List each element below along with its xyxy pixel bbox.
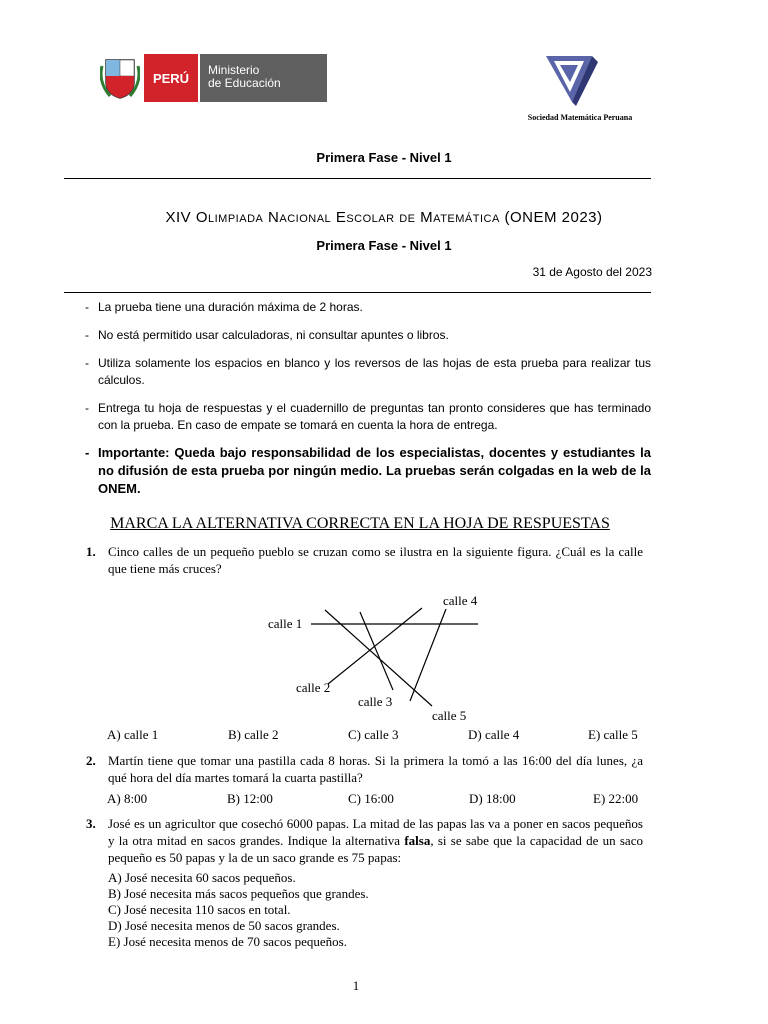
label-calle-1: calle 1 [268,616,303,631]
option-b: B) José necesita más sacos pequeños que grandes. [108,886,369,901]
exam-title-suffix: (ONEM 2023) [499,209,603,226]
option-e: E) 22:00 [593,791,639,806]
ministry-line-2: de Educación [208,76,281,90]
question-text [108,815,643,866]
instruction-item: - No está permitido usar calculadoras, ni consultar apuntes o libros. [85,327,651,344]
smp-logo-icon [540,48,600,108]
question-text: Martín tiene que tomar una pastilla cada 8 horas. Si la primera la tomó a las 16:00 del día lunes, ¿a qué hora del día martes tomará la cuarta pastilla? [108,753,643,785]
label-calle-4: calle 4 [443,593,478,608]
instruction-text: No está permitido usar calculadoras, ni consultar apuntes o libros. [98,328,449,342]
question-number: 2. [86,753,96,768]
instruction-item: - Entrega tu hoja de respuestas y el cuadernillo de preguntas tan pronto consideres que has terminado con la prueba. En caso de empate se tomará en cuenta la hora de entrega. [85,401,651,432]
peru-coat-of-arms-icon [100,56,140,100]
minedu-logo [100,54,327,102]
option-c: C) calle 3 [348,727,399,742]
streets-figure [260,588,500,728]
exam-title-prefix: XIV [165,209,196,226]
label-calle-5: calle 5 [432,708,467,723]
divider [64,178,651,179]
instruction-text: Entrega tu hoja de respuestas y el cuadernillo de preguntas tan pronto consideres que has terminado con la prueba. En caso de empate se tomará en cuenta la hora de entrega. [98,401,651,432]
option-d: D) José necesita menos de 50 sacos grandes. [108,918,340,933]
peru-label: PERÚ [144,54,198,102]
question-text-emphasis: falsa [404,833,431,848]
question-text: Cinco calles de un pequeño pueblo se cruzan como se ilustra en la siguiente figura. ¿Cuál es la calle que tiene más cruces? [108,544,643,576]
instruction-item: - Utiliza solamente los espacios en blanco y los reversos de las hojas de esta prueba para realizar tus cálculos. [85,356,651,387]
option-a: A) 8:00 [107,791,148,806]
option-d: D) 18:00 [469,791,516,806]
instruction-text: La prueba tiene una duración máxima de 2 horas. [98,300,363,314]
label-calle-3: calle 3 [358,694,393,709]
option-d: D) calle 4 [468,727,520,742]
exam-phase: Primera Fase - Nivel 1 [316,238,452,253]
page-number: 1 [352,978,360,993]
exam-title [0,209,768,226]
instruction-item-important: - Importante: Queda bajo responsabilidad de los especialistas, docentes y estudiantes la no difusión de esta prueba por ningún medio. La pruebas serán colgadas en la web de la ONEM. [85,445,651,496]
instruction-item: - La prueba tiene una duración máxima de 2 horas. [85,299,651,316]
exam-title-name: Olimpiada Nacional Escolar de Matemática [195,209,500,226]
society-name: Sociedad Matemática Peruana [527,113,633,122]
label-calle-2: calle 2 [296,680,331,695]
option-e: E) José necesita menos de 70 sacos pequeños. [108,934,347,949]
option-b: B) calle 2 [228,727,279,742]
instruction-text: Importante: Queda bajo responsabilidad de los especialistas, docentes y estudiantes la no difusión de esta prueba por ningún medio. La pruebas serán colgadas en la web de la ONEM. [98,445,651,496]
exam-date: 31 de Agosto del 2023 [532,265,652,279]
question-text-part: , si se sabe que la capacidad de un saco pequeño es 50 papas y la de un saco grande es 75 papas: [108,833,643,865]
option-e: E) calle 5 [588,727,638,742]
divider [64,292,651,293]
option-c: C) 16:00 [348,791,394,806]
option-c: C) José necesita 110 sacos en total. [108,902,291,917]
option-b: B) 12:00 [227,791,273,806]
instruction-text: Utiliza solamente los espacios en blanco y los reversos de las hojas de esta prueba para realizar tus cálculos. [98,356,651,387]
top-title: Primera Fase - Nivel 1 [316,150,452,165]
ministry-label [200,54,327,102]
option-a: A) José necesita 60 sacos pequeños. [108,870,296,885]
section-heading: MARCA LA ALTERNATIVA CORRECTA EN LA HOJA DE RESPUESTAS [110,515,610,532]
ministry-line-1: Ministerio [208,63,260,77]
question-text-part: José es un agricultor que cosechó 6000 papas. La mitad de las papas las va a poner en sacos pequeños y la otra mitad en sacos grandes. Indique la alternativa [108,816,643,848]
street-4-line [410,609,446,701]
question-number: 1. [86,544,96,559]
option-a: A) calle 1 [107,727,159,742]
question-number: 3. [86,816,96,831]
